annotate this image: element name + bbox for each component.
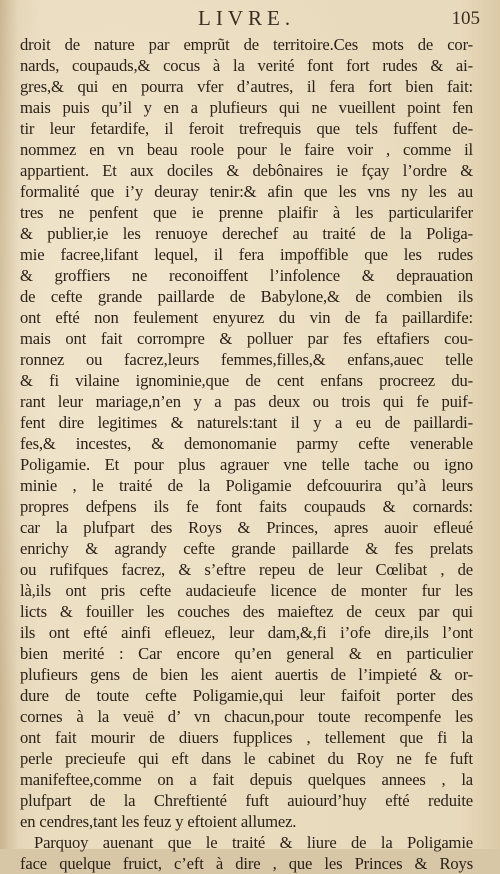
text-line: tres ne penfent que ie prenne plaifir à les particularifer [20,203,473,222]
page-header [0,6,500,34]
text-line: licts & fouiller les couches des maieftez de ceux par qui [20,602,473,621]
text-line: fent dire legitimes & naturels:tant il y a eu de paillardi- [20,413,473,432]
text-line: appartient. Et aux dociles & debônaires ie fçay l’ordre & [20,161,473,180]
text-line: nommez en vn beau roole pour le faire voir , comme il [20,140,473,159]
text-line: perle precieufe qui eft dans le cabinet du Roy ne fe fuft [20,749,473,768]
text-line: gres,& qui en pourra vfer d’autres, il fera fort bien fait: [20,77,473,96]
text-line: & fi vilaine ignominie,que de cent enfans procreez du- [20,371,473,390]
text-line: mais ont fait corrompre & polluer par fes eftafiers cou- [20,329,473,348]
text-line: ou rufifques facrez, & s’eftre repeu de leur Cœlibat , de [20,560,473,579]
text-line: mais puis qu’il y en a plufieurs qui ne vueillent point fen [20,98,473,117]
text-line: cornes à la veuë d’ vn chacun,pour toute recompenfe les [20,707,473,726]
text-line: de cefte grande paillarde de Babylone,& de combien ils [20,287,473,306]
text-line: fes,& incestes, & demonomanie parmy cefte venerable [20,434,473,453]
text-line: ronnez ou facrez,leurs femmes,filles,& enfans,auec telle [20,350,473,369]
text-line: manifeftee,comme on a fait depuis quelques annees , la [20,770,473,789]
text-line: plufpart de la Chreftienté fuft auiourd’huy efté reduite [20,791,473,810]
text-line: Poligamie. Et pour plus agrauer vne telle tache ou igno [20,455,473,474]
text-line: bien merité : Car encore qu’en general & en particulier [20,644,473,663]
text-line: ont efté non feulement enyurez du vin de fa paillardife: [20,308,473,327]
text-line: tir leur fetardife, il feroit trefrequis que tels fuffent de- [20,119,473,138]
text-line: plufieurs gens de bien les aient auertis de l’impieté & or- [20,665,473,684]
text-line: Parquoy auenant que le traité & liure de la Poligamie [34,833,473,852]
text-line: formalité que i’y deuray tenir:& afin que les vns ny les au [20,182,473,201]
text-line: mie facree,lifant lequel, il fera impoffible que les rudes [20,245,473,264]
text-line: rant leur mariage,n’en y a pas deux ou trois qui fe puif- [20,392,473,411]
text-line: nards, coupauds,& cocus à la verité font fort rudes & ai- [20,56,473,75]
text-line: dure de toute cefte Poligamie,qui leur faifoit porter des [20,686,473,705]
text-line: car la plufpart des Roys & Princes, apres auoir efleué [20,518,473,537]
text-line: & groffiers ne reconoiffent l’infolence & deprauation [20,266,473,285]
text-line: minie , le traité de la Poligamie defcouurira qu’à leurs [20,476,473,495]
text-line: en cendres,tant les feuz y eftoient allumez. [20,812,297,831]
text-line: enrichy & agrandy cefte grande paillarde & fes prelats [20,539,473,558]
text-line: ils ont efté ainfi efleuez, leur dam,&,fi i’ofe dire,ils l’ont [20,623,473,642]
text-line: ont fait mourir de diuers fupplices , tellement que fi la [20,728,473,747]
page-number: 105 [451,8,480,29]
text-line: propres defpens ils fe font faits coupauds & cornards: [20,497,473,516]
text-line: droit de nature par emprũt de territoire.Ces mots de cor- [20,35,473,54]
running-head: LIVRE. [198,6,296,30]
text-line: là,ils ont pris cefte audacieufe licence de monter fur les [20,581,473,600]
text-line: face quelque fruict, c’eft à dire , que les Princes & Roys [20,854,473,873]
text-line: & publier,ie les renuoye derechef au traité de la Poliga- [20,224,473,243]
